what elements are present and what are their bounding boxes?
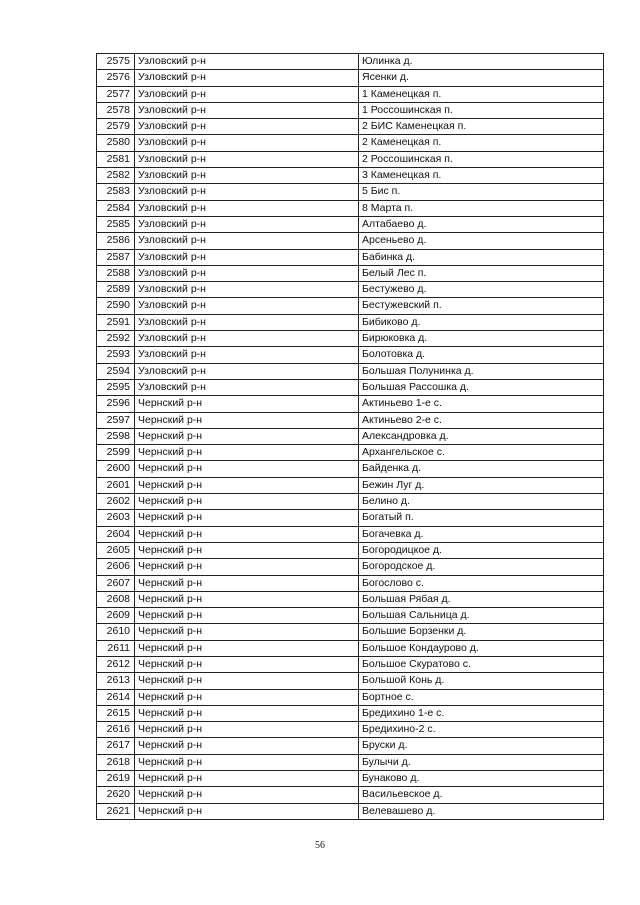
locality-cell: Байденка д. <box>359 461 604 477</box>
locality-cell: 3 Каменецкая п. <box>359 168 604 184</box>
district-cell: Узловский р-н <box>135 184 359 200</box>
locality-cell: Бредихино-2 с. <box>359 722 604 738</box>
table-row <box>97 249 604 265</box>
district-cell: Чернский р-н <box>135 640 359 656</box>
locality-cell: Алтабаево д. <box>359 216 604 232</box>
district-cell: Узловский р-н <box>135 233 359 249</box>
table-row <box>97 428 604 444</box>
row-number-cell: 2614 <box>97 689 135 705</box>
table-row <box>97 656 604 672</box>
locality-cell: Болотовка д. <box>359 347 604 363</box>
table-row <box>97 151 604 167</box>
district-cell: Чернский р-н <box>135 461 359 477</box>
row-number-cell: 2612 <box>97 656 135 672</box>
district-cell: Чернский р-н <box>135 689 359 705</box>
row-number-cell: 2609 <box>97 608 135 624</box>
locality-cell: 1 Каменецкая п. <box>359 86 604 102</box>
row-number-cell: 2589 <box>97 282 135 298</box>
district-cell: Узловский р-н <box>135 265 359 281</box>
locality-cell: Бибиково д. <box>359 314 604 330</box>
locality-cell: 8 Марта п. <box>359 200 604 216</box>
row-number-cell: 2593 <box>97 347 135 363</box>
table-row <box>97 54 604 70</box>
locality-cell: Бежин Луг д. <box>359 477 604 493</box>
district-cell: Узловский р-н <box>135 347 359 363</box>
district-cell: Узловский р-н <box>135 200 359 216</box>
district-cell: Узловский р-н <box>135 151 359 167</box>
table-row <box>97 803 604 819</box>
district-cell: Чернский р-н <box>135 771 359 787</box>
table-row <box>97 168 604 184</box>
district-cell: Чернский р-н <box>135 445 359 461</box>
district-cell: Чернский р-н <box>135 673 359 689</box>
locality-cell: Богородицкое д. <box>359 542 604 558</box>
row-number-cell: 2602 <box>97 494 135 510</box>
row-number-cell: 2608 <box>97 591 135 607</box>
table-row <box>97 559 604 575</box>
row-number-cell: 2601 <box>97 477 135 493</box>
row-number-cell: 2599 <box>97 445 135 461</box>
page-number: 56 <box>315 840 325 851</box>
district-cell: Узловский р-н <box>135 282 359 298</box>
table-row <box>97 575 604 591</box>
table-row <box>97 591 604 607</box>
district-cell: Узловский р-н <box>135 331 359 347</box>
row-number-cell: 2577 <box>97 86 135 102</box>
locality-cell: Большое Кондаурово д. <box>359 640 604 656</box>
row-number-cell: 2606 <box>97 559 135 575</box>
locality-cell: Большая Рябая д. <box>359 591 604 607</box>
locality-cell: Богородское д. <box>359 559 604 575</box>
table-row <box>97 412 604 428</box>
district-cell: Чернский р-н <box>135 591 359 607</box>
locality-cell: Бестужево д. <box>359 282 604 298</box>
locality-cell: Актиньево 2-е с. <box>359 412 604 428</box>
table-row <box>97 461 604 477</box>
locality-cell: 2 Каменецкая п. <box>359 135 604 151</box>
row-number-cell: 2576 <box>97 70 135 86</box>
locality-cell: Большая Рассошка д. <box>359 379 604 395</box>
locality-cell: Большое Скуратово с. <box>359 656 604 672</box>
table-row <box>97 787 604 803</box>
locality-cell: 2 Россошинская п. <box>359 151 604 167</box>
district-cell: Чернский р-н <box>135 608 359 624</box>
row-number-cell: 2595 <box>97 379 135 395</box>
locality-cell: Большая Сальница д. <box>359 608 604 624</box>
row-number-cell: 2585 <box>97 216 135 232</box>
table-row <box>97 689 604 705</box>
table-row <box>97 119 604 135</box>
table-row <box>97 542 604 558</box>
locality-cell: Белино д. <box>359 494 604 510</box>
locality-cell: Александровка д. <box>359 428 604 444</box>
locality-cell: Актиньево 1-е с. <box>359 396 604 412</box>
locality-cell: Архангельское с. <box>359 445 604 461</box>
district-cell: Чернский р-н <box>135 428 359 444</box>
district-cell: Чернский р-н <box>135 396 359 412</box>
table-row <box>97 184 604 200</box>
locality-cell: Васильевское д. <box>359 787 604 803</box>
table-row <box>97 640 604 656</box>
table-row <box>97 379 604 395</box>
localities-table-body <box>97 54 604 820</box>
district-cell: Узловский р-н <box>135 102 359 118</box>
row-number-cell: 2616 <box>97 722 135 738</box>
table-row <box>97 396 604 412</box>
row-number-cell: 2617 <box>97 738 135 754</box>
district-cell: Узловский р-н <box>135 216 359 232</box>
table-row <box>97 722 604 738</box>
table-row <box>97 363 604 379</box>
locality-cell: Ясенки д. <box>359 70 604 86</box>
table-row <box>97 233 604 249</box>
district-cell: Узловский р-н <box>135 363 359 379</box>
locality-cell: Велевашево д. <box>359 803 604 819</box>
row-number-cell: 2600 <box>97 461 135 477</box>
district-cell: Чернский р-н <box>135 510 359 526</box>
row-number-cell: 2586 <box>97 233 135 249</box>
table-row <box>97 510 604 526</box>
district-cell: Чернский р-н <box>135 738 359 754</box>
table-row <box>97 265 604 281</box>
table-row <box>97 673 604 689</box>
row-number-cell: 2613 <box>97 673 135 689</box>
table-row <box>97 754 604 770</box>
table-row <box>97 282 604 298</box>
row-number-cell: 2603 <box>97 510 135 526</box>
table-row <box>97 216 604 232</box>
table-row <box>97 102 604 118</box>
row-number-cell: 2582 <box>97 168 135 184</box>
table-row <box>97 70 604 86</box>
locality-cell: Юлинка д. <box>359 54 604 70</box>
district-cell: Узловский р-н <box>135 298 359 314</box>
table-row <box>97 200 604 216</box>
locality-cell: Бруски д. <box>359 738 604 754</box>
row-number-cell: 2584 <box>97 200 135 216</box>
district-cell: Узловский р-н <box>135 379 359 395</box>
row-number-cell: 2588 <box>97 265 135 281</box>
locality-cell: 1 Россошинская п. <box>359 102 604 118</box>
table-row <box>97 298 604 314</box>
table-row <box>97 494 604 510</box>
row-number-cell: 2590 <box>97 298 135 314</box>
district-cell: Чернский р-н <box>135 542 359 558</box>
locality-cell: Большая Полунинка д. <box>359 363 604 379</box>
row-number-cell: 2579 <box>97 119 135 135</box>
row-number-cell: 2580 <box>97 135 135 151</box>
table-row <box>97 445 604 461</box>
table-row <box>97 705 604 721</box>
locality-cell: Булычи д. <box>359 754 604 770</box>
row-number-cell: 2620 <box>97 787 135 803</box>
table-row <box>97 135 604 151</box>
row-number-cell: 2591 <box>97 314 135 330</box>
district-cell: Узловский р-н <box>135 168 359 184</box>
row-number-cell: 2597 <box>97 412 135 428</box>
table-row <box>97 347 604 363</box>
row-number-cell: 2604 <box>97 526 135 542</box>
locality-cell: Бестужевский п. <box>359 298 604 314</box>
district-cell: Чернский р-н <box>135 494 359 510</box>
district-cell: Узловский р-н <box>135 70 359 86</box>
district-cell: Чернский р-н <box>135 477 359 493</box>
locality-cell: Большой Конь д. <box>359 673 604 689</box>
district-cell: Узловский р-н <box>135 135 359 151</box>
district-cell: Чернский р-н <box>135 559 359 575</box>
row-number-cell: 2605 <box>97 542 135 558</box>
localities-table <box>96 53 604 820</box>
table-row <box>97 771 604 787</box>
locality-cell: Богачевка д. <box>359 526 604 542</box>
row-number-cell: 2610 <box>97 624 135 640</box>
district-cell: Узловский р-н <box>135 54 359 70</box>
locality-cell: Бортное с. <box>359 689 604 705</box>
district-cell: Чернский р-н <box>135 656 359 672</box>
row-number-cell: 2621 <box>97 803 135 819</box>
row-number-cell: 2615 <box>97 705 135 721</box>
row-number-cell: 2619 <box>97 771 135 787</box>
district-cell: Узловский р-н <box>135 119 359 135</box>
row-number-cell: 2578 <box>97 102 135 118</box>
row-number-cell: 2575 <box>97 54 135 70</box>
row-number-cell: 2598 <box>97 428 135 444</box>
row-number-cell: 2592 <box>97 331 135 347</box>
locality-cell: Бредихино 1-е с. <box>359 705 604 721</box>
district-cell: Узловский р-н <box>135 314 359 330</box>
table-row <box>97 314 604 330</box>
table-row <box>97 526 604 542</box>
row-number-cell: 2596 <box>97 396 135 412</box>
locality-cell: Бунаково д. <box>359 771 604 787</box>
locality-cell: Белый Лес п. <box>359 265 604 281</box>
district-cell: Чернский р-н <box>135 526 359 542</box>
locality-cell: 2 БИС Каменецкая п. <box>359 119 604 135</box>
locality-cell: Богослово с. <box>359 575 604 591</box>
district-cell: Чернский р-н <box>135 575 359 591</box>
district-cell: Чернский р-н <box>135 624 359 640</box>
row-number-cell: 2594 <box>97 363 135 379</box>
locality-cell: Арсеньево д. <box>359 233 604 249</box>
district-cell: Чернский р-н <box>135 412 359 428</box>
row-number-cell: 2618 <box>97 754 135 770</box>
locality-cell: Бирюковка д. <box>359 331 604 347</box>
table-row <box>97 608 604 624</box>
row-number-cell: 2581 <box>97 151 135 167</box>
table-row <box>97 86 604 102</box>
row-number-cell: 2607 <box>97 575 135 591</box>
district-cell: Чернский р-н <box>135 787 359 803</box>
table-row <box>97 738 604 754</box>
row-number-cell: 2587 <box>97 249 135 265</box>
table-row <box>97 331 604 347</box>
locality-cell: Большие Борзенки д. <box>359 624 604 640</box>
locality-cell: Богатый п. <box>359 510 604 526</box>
district-cell: Чернский р-н <box>135 722 359 738</box>
locality-cell: Бабинка д. <box>359 249 604 265</box>
district-cell: Чернский р-н <box>135 754 359 770</box>
table-row <box>97 624 604 640</box>
table-row <box>97 477 604 493</box>
row-number-cell: 2611 <box>97 640 135 656</box>
district-cell: Узловский р-н <box>135 86 359 102</box>
row-number-cell: 2583 <box>97 184 135 200</box>
district-cell: Узловский р-н <box>135 249 359 265</box>
locality-cell: 5 Бис п. <box>359 184 604 200</box>
district-cell: Чернский р-н <box>135 803 359 819</box>
district-cell: Чернский р-н <box>135 705 359 721</box>
